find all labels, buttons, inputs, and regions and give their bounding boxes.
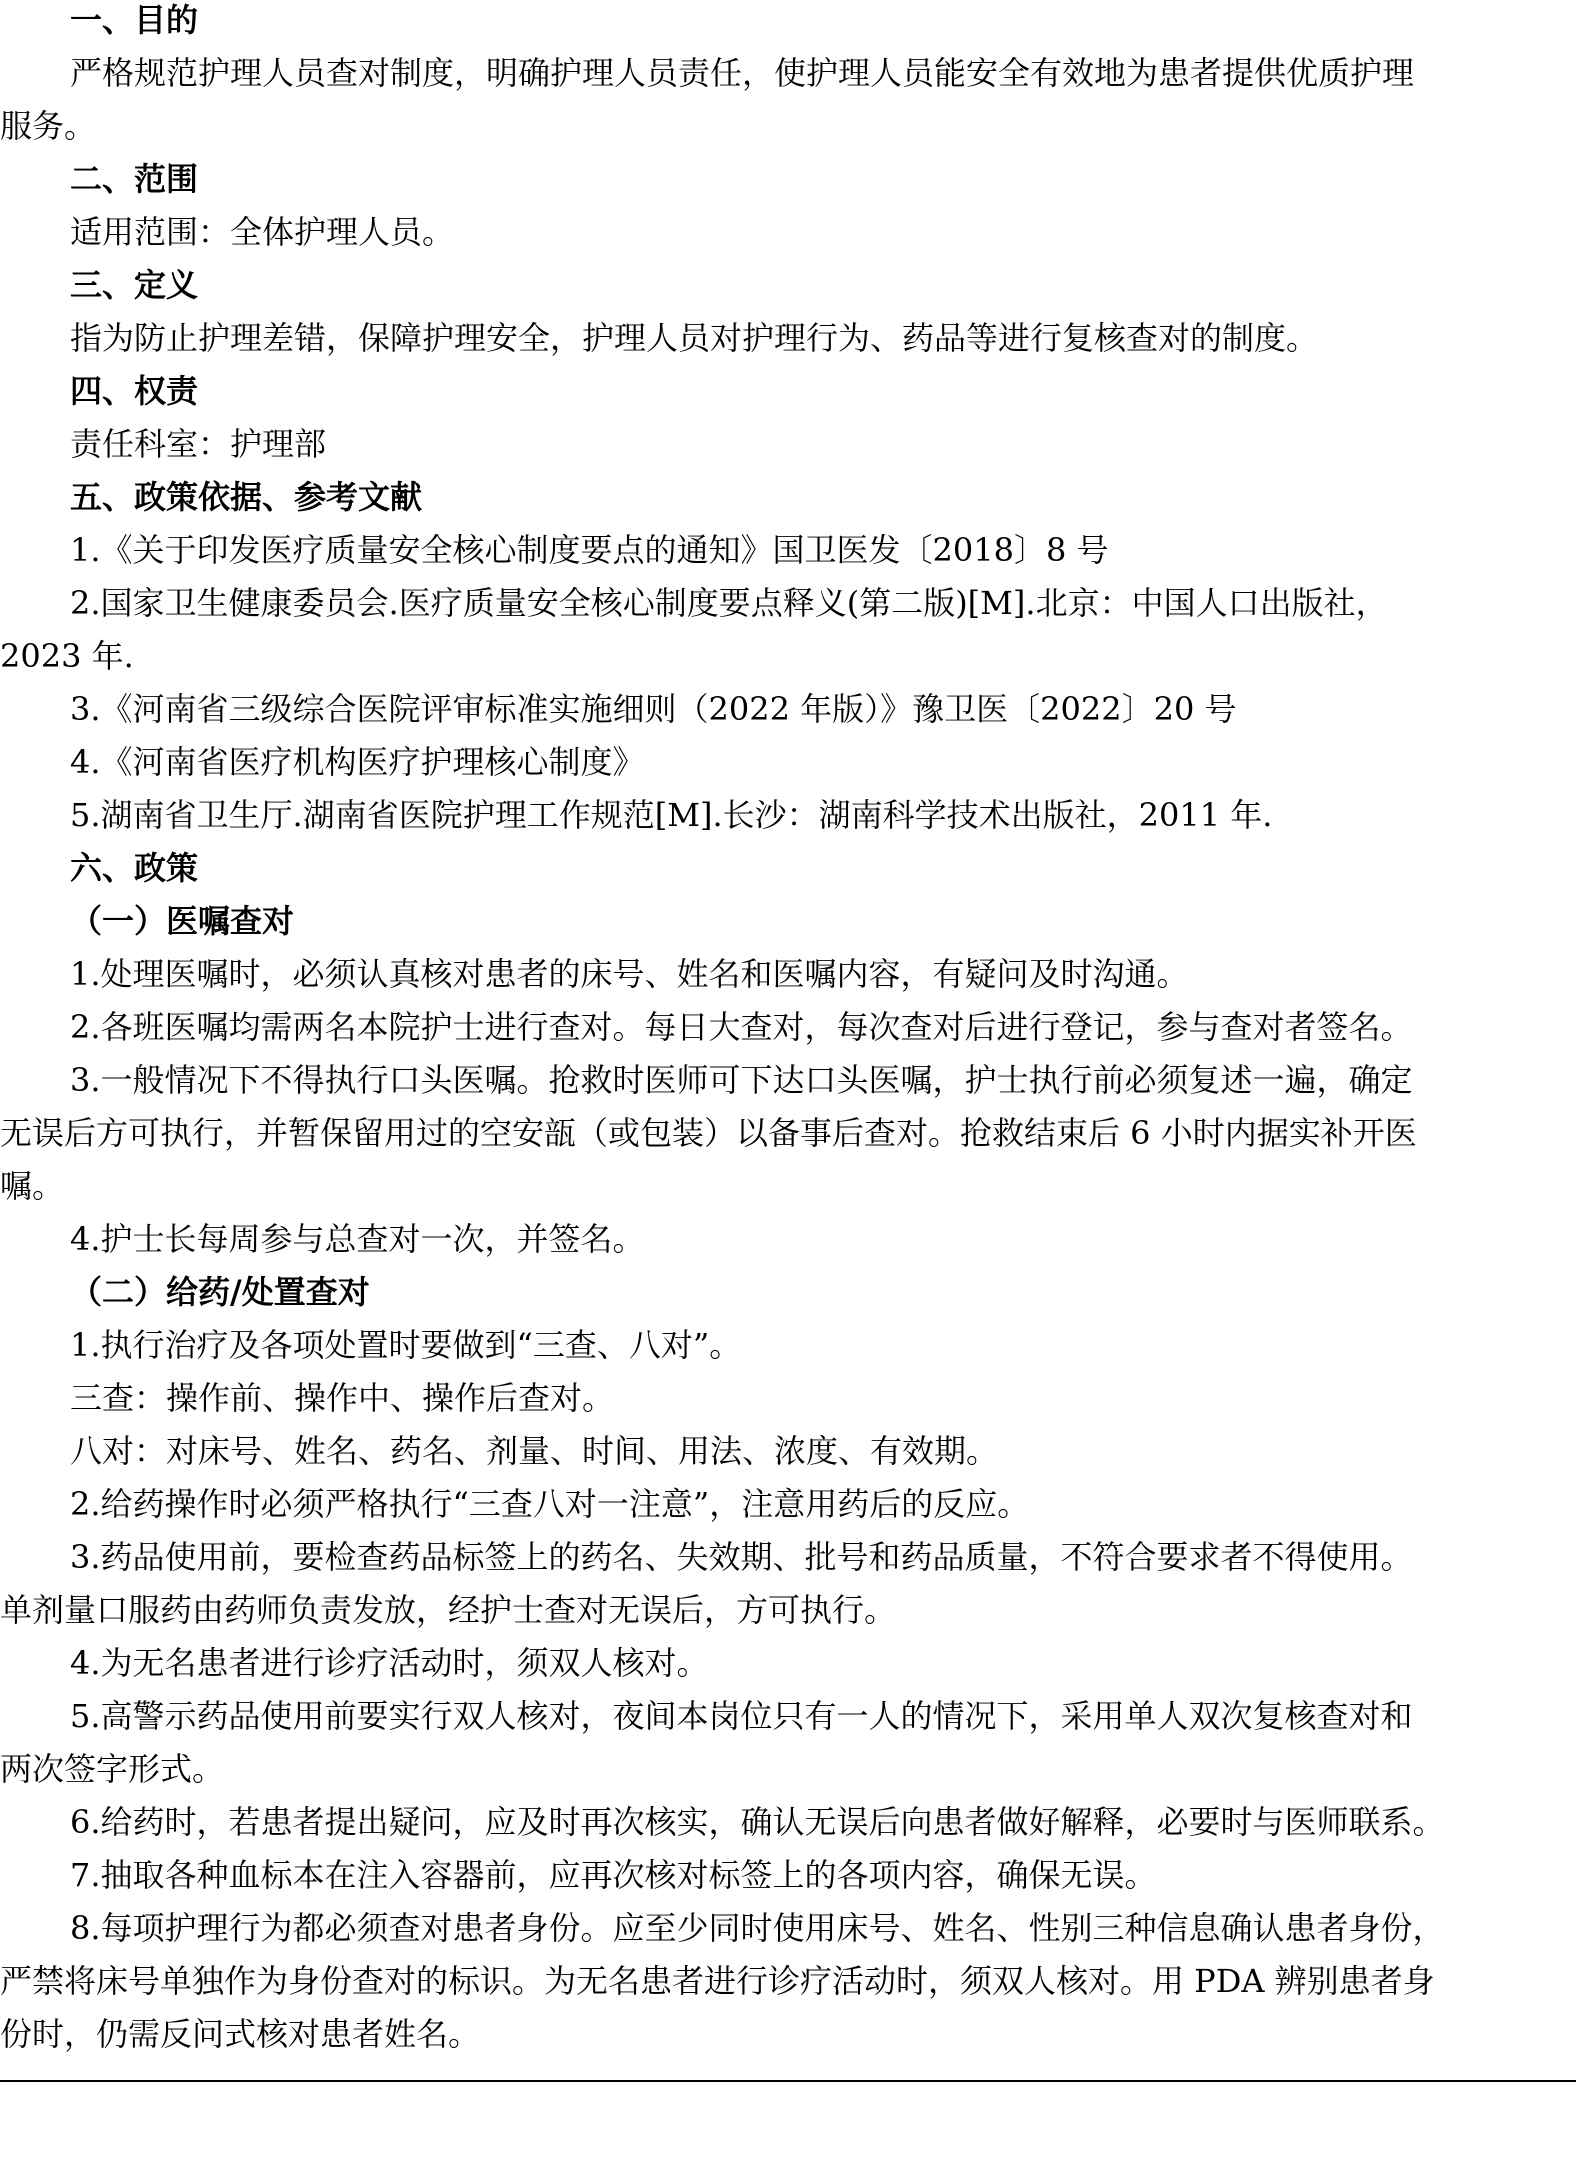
policy-item: 1.处理医嘱时，必须认真核对患者的床号、姓名和医嘱内容，有疑问及时沟通。 [70,955,1189,993]
policy-item: 4.为无名患者进行诊疗活动时，须双人核对。 [70,1644,709,1682]
policy-item: 3.药品使用前，要检查药品标签上的药名、失效期、批号和药品质量，不符合要求者不得使用。 [70,1538,1413,1576]
policy-item-detail: 三查：操作前、操作中、操作后查对。 [70,1379,615,1417]
section-heading-definition: 三、定义 [70,266,199,304]
policy-item: 1.执行治疗及各项处置时要做到“三查、八对”。 [70,1326,742,1364]
policy-item-continued: 单剂量口服药由药师负责发放，经护士查对无误后，方可执行。 [0,1591,897,1629]
section-heading-scope: 二、范围 [70,160,199,198]
policy-item-continued: 两次签字形式。 [0,1750,225,1788]
policy-item-continued: 严禁将床号单独作为身份查对的标识。为无名患者进行诊疗活动时，须双人核对。用 PDA 辨别患者身 [0,1962,1435,2000]
policy-item-continued: 份时，仍需反问式核对患者姓名。 [0,2015,481,2053]
paragraph-line: 指为防止护理差错，保障护理安全，护理人员对护理行为、药品等进行复核查对的制度。 [70,319,1319,357]
policy-item: 8.每项护理行为都必须查对患者身份。应至少同时使用床号、姓名、性别三种信息确认患者身份， [70,1909,1445,1947]
policy-item: 3.一般情况下不得执行口头医嘱。抢救时医师可下达口头医嘱，护士执行前必须复述一遍，确定 [70,1061,1413,1099]
subsection-heading-order-check: （一）医嘱查对 [70,902,295,940]
policy-item-continued: 无误后方可执行，并暂保留用过的空安瓿（或包装）以备事后查对。抢救结束后 6 小时内据实补开医 [0,1114,1417,1152]
reference-item: 3.《河南省三级综合医院评审标准实施细则（2022 年版）》豫卫医〔2022〕20 号 [70,690,1237,728]
section-heading-purpose: 一、目的 [70,1,199,39]
policy-item: 4.护士长每周参与总查对一次，并签名。 [70,1220,645,1258]
policy-item: 2.给药操作时必须严格执行“三查八对一注意”，注意用药后的反应。 [70,1485,1030,1523]
policy-item-detail: 八对：对床号、姓名、药名、剂量、时间、用法、浓度、有效期。 [70,1432,999,1470]
reference-item-continued: 2023 年. [0,637,134,675]
section-heading-references: 五、政策依据、参考文献 [70,478,423,516]
policy-item: 6.给药时，若患者提出疑问，应及时再次核实，确认无误后向患者做好解释，必要时与医师联系。 [70,1803,1445,1841]
reference-item: 1.《关于印发医疗质量安全核心制度要点的通知》国卫医发〔2018〕8 号 [70,531,1109,569]
paragraph-line: 服务。 [0,107,97,145]
reference-item: 4.《河南省医疗机构医疗护理核心制度》 [70,743,645,781]
policy-item-continued: 嘱。 [0,1167,65,1205]
paragraph-line: 适用范围：全体护理人员。 [70,213,455,251]
paragraph-line: 责任科室：护理部 [70,425,327,463]
page-divider [0,2080,1576,2082]
reference-item: 2.国家卫生健康委员会.医疗质量安全核心制度要点释义(第二版)[M].北京：中国人口出版社， [70,584,1388,622]
paragraph-line: 严格规范护理人员查对制度，明确护理人员责任，使护理人员能安全有效地为患者提供优质护理 [70,54,1415,92]
section-heading-responsibility: 四、权责 [70,372,199,410]
subsection-heading-medication-check: （二）给药/处置查对 [70,1273,370,1311]
section-heading-policy: 六、政策 [70,849,199,887]
reference-item: 5.湖南省卫生厅.湖南省医院护理工作规范[M].长沙：湖南科学技术出版社，2011 年. [70,796,1273,834]
policy-item: 5.高警示药品使用前要实行双人核对，夜间本岗位只有一人的情况下，采用单人双次复核查对和 [70,1697,1413,1735]
policy-item: 2.各班医嘱均需两名本院护士进行查对。每日大查对，每次查对后进行登记，参与查对者签名。 [70,1008,1413,1046]
policy-item: 7.抽取各种血标本在注入容器前，应再次核对标签上的各项内容，确保无误。 [70,1856,1157,1894]
